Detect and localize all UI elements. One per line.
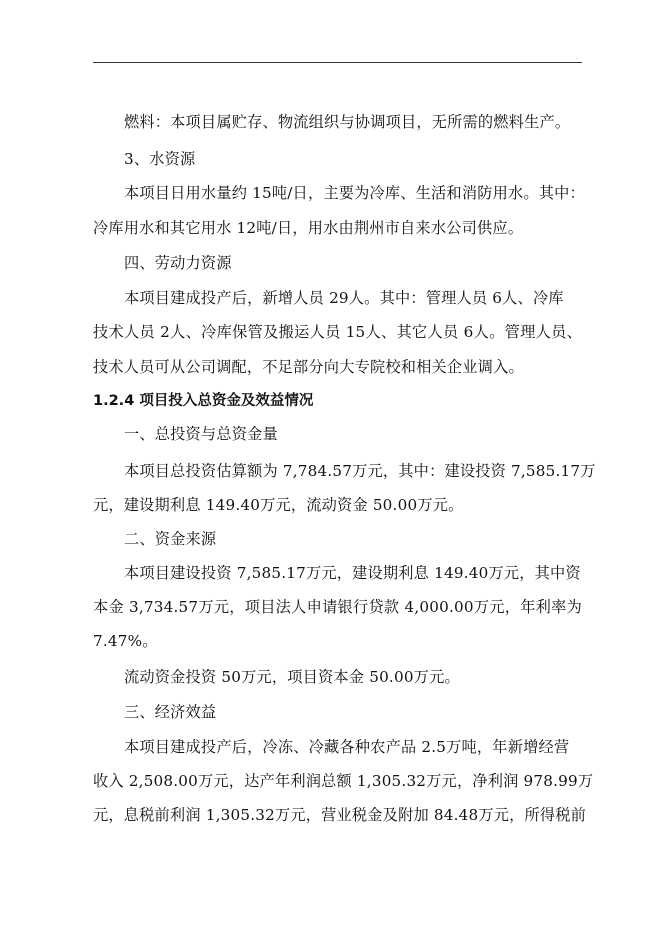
- paragraph-line: 燃料：本项目属贮存、物流组织与协调项目，无所需的燃料生产。: [124, 113, 571, 131]
- paragraph-line: 本项目总投资估算额为 7,784.57万元，其中：建设投资 7,585.17万: [124, 462, 596, 480]
- paragraph-line: 本金 3,734.57万元，项目法人申请银行贷款 4,000.00万元，年利率为: [93, 598, 582, 616]
- paragraph-line: 7.47%。: [93, 632, 158, 650]
- paragraph-line: 元，建设期利息 149.40万元，流动资金 50.00万元。: [93, 496, 464, 514]
- subsection-title: 三、经济效益: [124, 703, 217, 721]
- section-heading: 1.2.4 项目投入总资金及效益情况: [93, 393, 314, 409]
- subsection-title: 二、资金来源: [124, 530, 217, 548]
- paragraph-line: 收入 2,508.00万元，达产年利润总额 1,305.32万元，净利润 978.99万: [93, 772, 594, 790]
- subsection-title: 3、水资源: [124, 150, 196, 168]
- paragraph-line: 技术人员 2人、冷库保管及搬运人员 15人、其它人员 6人。管理人员、: [93, 323, 582, 341]
- subsection-title: 一、总投资与总资金量: [124, 425, 278, 443]
- paragraph-line: 流动资金投资 50万元，项目资本金 50.00万元。: [124, 668, 460, 686]
- paragraph-line: 元，息税前利润 1,305.32万元，营业税金及附加 84.48万元，所得税前: [93, 806, 587, 824]
- paragraph-line: 技术人员可从公司调配，不足部分向大专院校和相关企业调入。: [93, 358, 524, 376]
- paragraph-line: 本项目建设投资 7,585.17万元，建设期利息 149.40万元，其中资: [124, 564, 581, 582]
- paragraph-line: 本项目建成投产后，新增人员 29人。其中：管理人员 6人、冷库: [124, 289, 564, 307]
- paragraph-line: 本项目日用水量约 15吨/日，主要为冷库、生活和消防用水。其中：: [124, 184, 585, 202]
- paragraph-line: 本项目建成投产后，冷冻、冷藏各种农产品 2.5万吨，年新增经营: [124, 738, 570, 756]
- paragraph-line: 冷库用水和其它用水 12吨/日，用水由荆州市自来水公司供应。: [93, 219, 524, 237]
- header-rule: [93, 62, 582, 63]
- subsection-title: 四、劳动力资源: [124, 254, 232, 272]
